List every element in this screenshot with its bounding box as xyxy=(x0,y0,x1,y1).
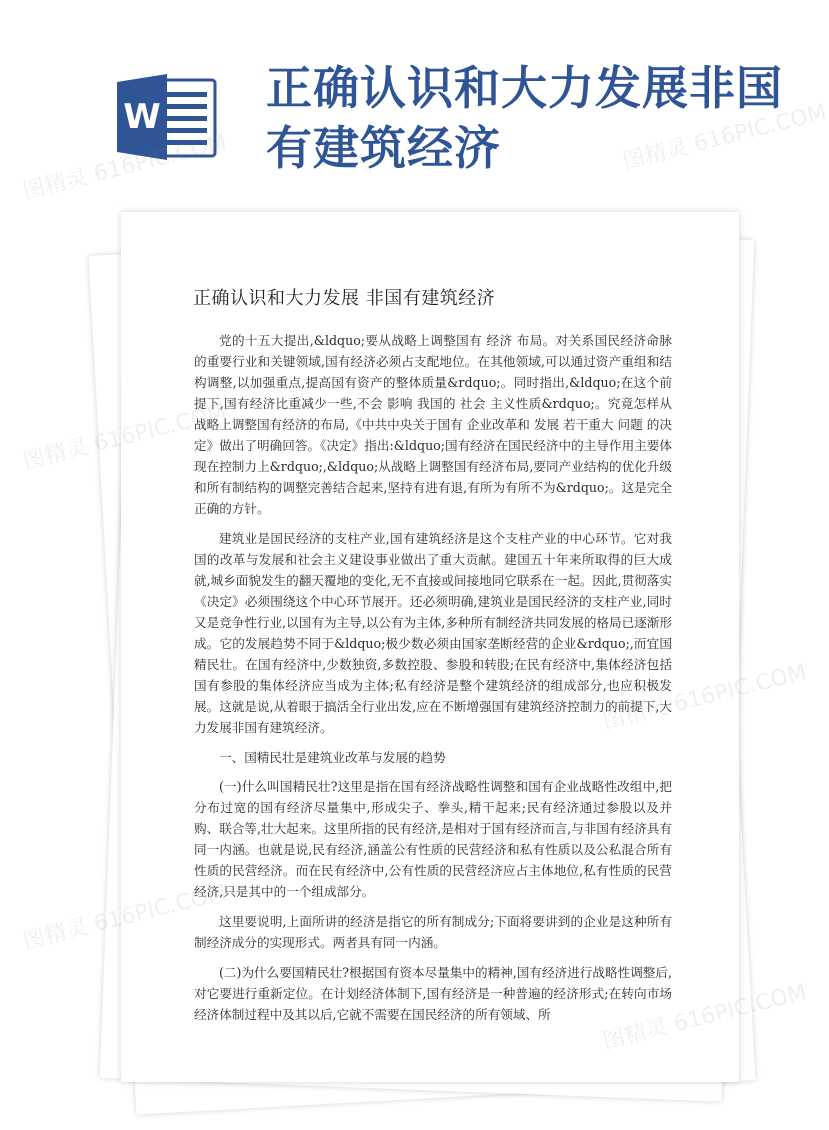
word-icon-letter: W xyxy=(123,97,161,137)
watermark: 616PIC.COM xyxy=(671,660,810,718)
word-document-icon xyxy=(115,72,220,162)
header xyxy=(0,0,800,200)
document-title: 正确认识和大力发展 非国有建筑经济 xyxy=(193,288,496,309)
paragraph: 这里要说明,上面所讲的经济是指它的所有制成分;下面将要讲到的企业是这种所有制经济成分的实现形式。两者具有同一内涵。 xyxy=(194,914,672,950)
paragraph: 建筑业是国民经济的支柱产业,国有建筑经济是这个支柱产业的中心环节。它对我国的改革与发展和社会主义建设事业做出了重大贡献。建国五十年来所取得的巨大成就,城乡面貌发生的翻天覆地的变化,无不直接或间接地同它联系在一起。因此,贯彻落实《决定》必须围绕这个中心环节展开。还必须明确,建筑业是国民经济的支柱产业,同时又是竞争性行业,以国有为主导,以公有为主体,多种所有制经济共同发展的格局已逐渐形成。它的发展趋势不同于&ldquo;极少数必须由国家垄断经营的企业&rdquo;,而宜国精民壮。在国有经济中,少数独资,多数控股、参股和转股;在民有经济中,集体经济包括国有参股的集体经济应当成为主体;私有经济是整个建筑经济的组成部分,也应积极发展。这就是说,从着眼于搞活全行业出发,应在不断增强国有建筑经济控制力的前提下,大力发展非国有建筑经济。 xyxy=(194,531,672,735)
watermark: 图精灵 616PIC.COM xyxy=(620,100,829,175)
watermark: 图精灵 616PIC.COM xyxy=(20,130,230,205)
watermark: 图精灵 xyxy=(20,434,91,475)
section-heading: 一、国精民壮是建筑业改革与发展的趋势 xyxy=(219,750,446,765)
paragraph: (一)什么叫国精民壮?这里是指在国有经济战略性调整和国有企业战略性改组中,把分布过宽的国有经济尽量集中,形成尖子、拳头,精干起来;民有经济通过参股以及并购、联合等,壮大起来。这里所指的民有经济,是相对于国有经济而言,与非国有经济具有同一内涵。也就是说,民有经济,涵盖公有性质的民营经济和私有性质以及公私混合所有性质的民营经济。而在民有经济中,公有性质的民营经济应占主体地位,私有性质的民营经济,只是其中的一个组成部分。 xyxy=(194,779,672,899)
banner-title: 正确认识和大力发展非国有建筑经济 xyxy=(266,61,783,175)
paragraph: 党的十五大提出,&ldquo;要从战略上调整国有 经济 布局。对关系国民经济命脉的重要行业和关键领域,国有经济必须占支配地位。在其他领域,可以通过资产重组和结构调整,以加强重点,提高国有资产的整体质量&rdquo;。同时指出,&ldquo;在这个前提下,国有经济比重减少一些,不会 影响 我国的 社会 主义性质&rdquo;。究竟怎样从战略上调整国有经济的布局,《中共中央关于国有 企业改革和 发展 若干重大 问题 的决定》做出了明确回答。《决定》指出:&ldquo;国有经济在国民经济中的主导作用主要体现在控制力上&rdquo;,&ldquo;从战略上调整国有经济布局,要同产业结构的优化升级和所有制结构的调整完善结合起来,坚持有进有退,有所为有所不为&rdquo;。这是完全正确的方针。 xyxy=(194,333,672,516)
paragraph: (二)为什么要国精民壮?根据国有资本尽量集中的精神,国有经济进行战略性调整后,对它要进行重新定位。在计划经济体制下,国有经济是一种普遍的经济形式;在转向市场经济体制过程中及其以后,它就不需要在国民经济的所有领域、所 xyxy=(194,965,672,1022)
document-body xyxy=(194,330,672,1034)
document-page xyxy=(121,212,739,1082)
watermark: 图精灵 xyxy=(20,914,91,955)
